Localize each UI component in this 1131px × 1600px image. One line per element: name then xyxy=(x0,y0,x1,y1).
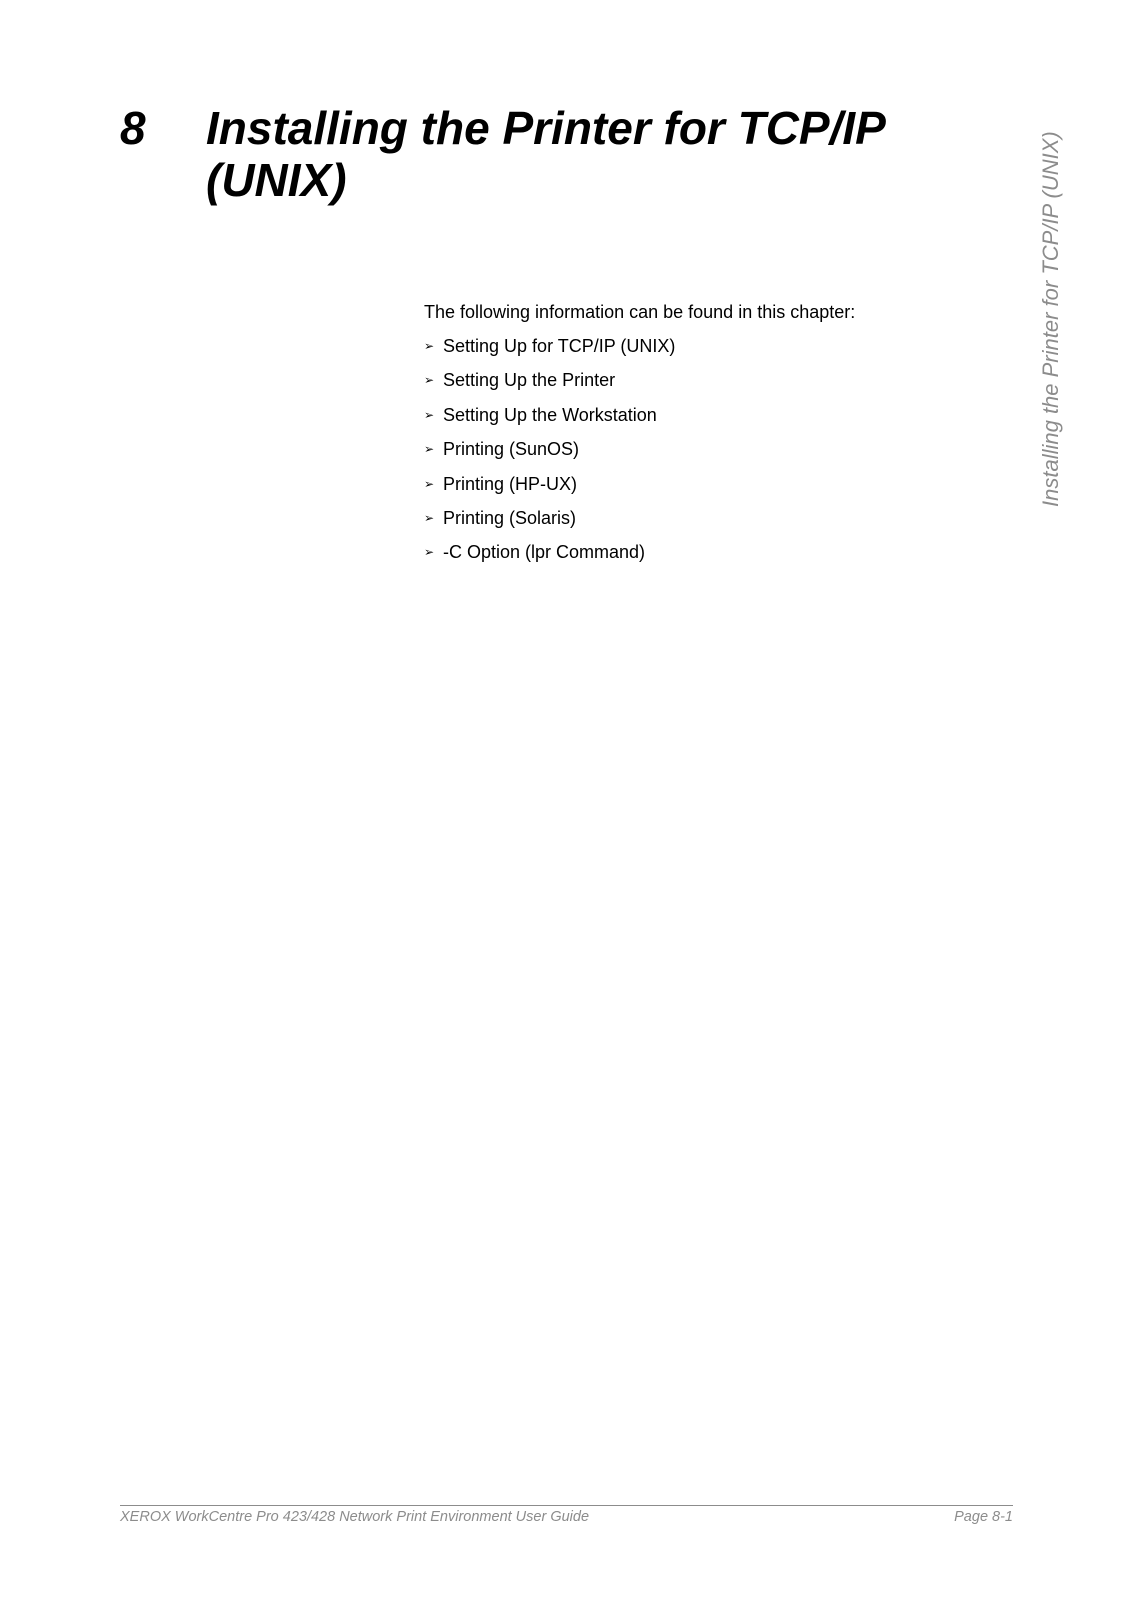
topic-item xyxy=(424,473,675,507)
topic-label: Setting Up for TCP/IP (UNIX) xyxy=(443,336,676,356)
topic-item xyxy=(424,335,675,369)
topic-item xyxy=(424,541,675,575)
topic-label: Printing (HP-UX) xyxy=(443,473,578,494)
arrow-bullet-icon: ➢ xyxy=(424,476,435,491)
topic-label: Setting Up the Printer xyxy=(443,370,616,391)
arrow-bullet-icon: ➢ xyxy=(424,442,435,457)
arrow-bullet-icon: ➢ xyxy=(424,339,435,353)
topic-item xyxy=(424,404,675,438)
topic-list xyxy=(424,335,675,576)
arrow-bullet-icon: ➢ xyxy=(424,510,435,525)
chapter-number: 8 xyxy=(120,102,146,154)
footer-page-number: Page 8-1 xyxy=(954,1509,1013,1525)
arrow-bullet-icon: ➢ xyxy=(424,545,435,560)
topic-label: Printing (SunOS) xyxy=(443,439,580,460)
footer-rule xyxy=(120,1505,1013,1506)
footer-guide-title: XEROX WorkCentre Pro 423/428 Network Print Environment User Guide xyxy=(120,1509,590,1525)
topic-label: Printing (Solaris) xyxy=(443,507,577,528)
topic-label: -C Option (lpr Command) xyxy=(443,542,646,563)
topic-label: Setting Up the Workstation xyxy=(443,404,657,425)
topic-item xyxy=(424,438,675,472)
side-tab-title: Installing the Printer for TCP/IP (UNIX) xyxy=(1038,131,1063,507)
chapter-intro: The following information can be found in this chapter: xyxy=(424,302,856,322)
arrow-bullet-icon: ➢ xyxy=(424,407,435,422)
arrow-bullet-icon: ➢ xyxy=(424,373,435,388)
chapter-title: Installing the Printer for TCP/IP (UNIX) xyxy=(206,102,885,206)
topic-item xyxy=(424,507,675,541)
topic-item xyxy=(424,369,675,403)
